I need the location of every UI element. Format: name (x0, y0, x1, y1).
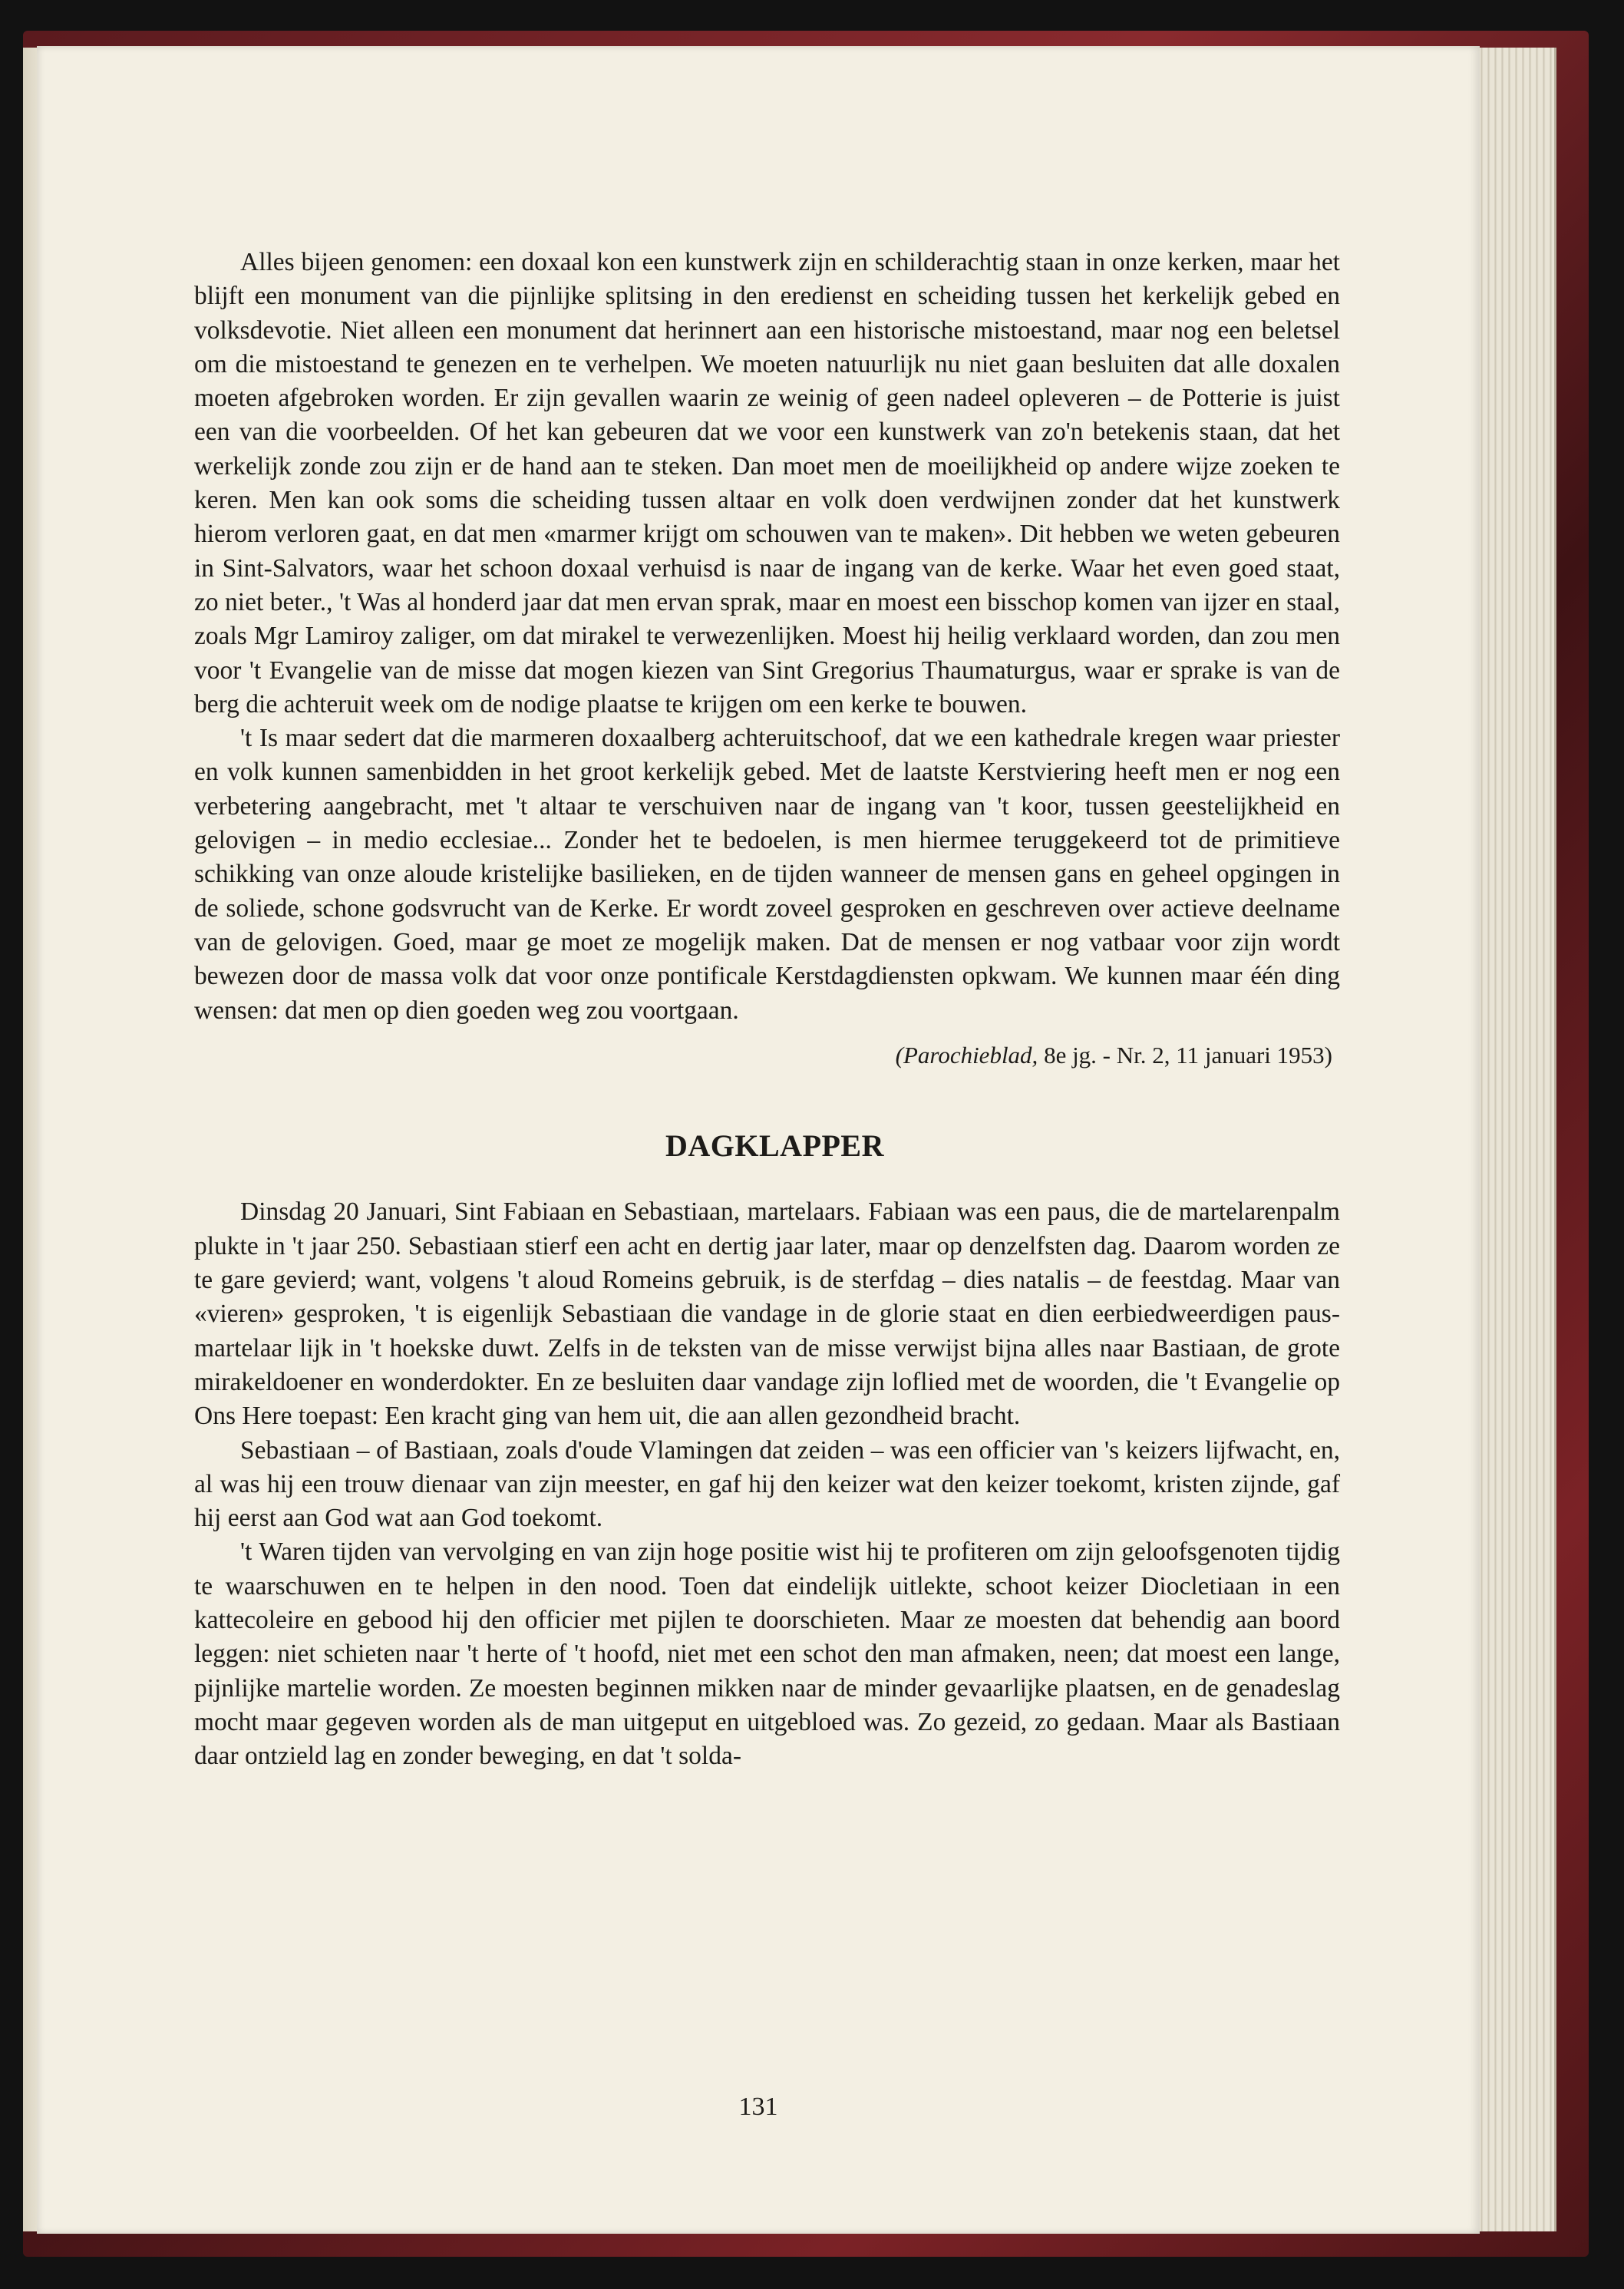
book-page (37, 46, 1480, 2234)
source-publication: (Parochieblad, (895, 1041, 1038, 1069)
article-paragraph: Dinsdag 20 Januari, Sint Fabiaan en Sebastiaan, martelaars. Fabiaan was een paus, die de martelarenpalm plukte in 't jaar 250. Sebastiaan stierf een acht en dertig jaar later, maar op denzelfsten dag. Daarom worden ze te gare gevierd; want, volgens 't aloud Romeins gebruik, is de sterfdag – dies natalis – de feestdag. Maar van «vieren» gesproken, 't is eigenlijk Sebastiaan die vandage in de glorie staat en dien eerbiedweerdigen paus-martelaar lijk in 't hoekske duwt. Zelfs in de teksten van de misse verwijst bijna alles naar Bastiaan, de grote mirakeldoener en wonderdokter. En ze besluiten daar vandage zijn loflied met de woorden, die 't Evangelie op Ons Here toepast: Een kracht ging van hem uit, die aan allen gezondheid bracht. (194, 1197, 1340, 1431)
article-paragraph: 't Waren tijden van vervolging en van zijn hoge positie wist hij te profiteren om zijn geloofsgenoten tijdig te waarschuwen en te helpen in den nood. Toen dat eindelijk uitlekte, schoot keizer Diocletiaan in een kattecoleire en gebood hij den officier met pijlen te doorschieten. Maar ze moesten dat behendig aan boord leggen: niet schieten naar 't herte of 't hoofd, niet met een schot den man afmaken, neen; dat moest een lange, pijnlijke martelie worden. Ze moesten beginnen mikken naar de minder gevaarlijke plaatsen, en de genadeslag mocht maar gegeven worden als de man uitgeput en uitgebloed was. Zo gezeid, zo gedaan. Maar als Bastiaan daar ontzield lag en zonder beweging, en dat 't solda- (194, 1538, 1340, 1771)
page-number: 131 (738, 2092, 778, 2121)
article-paragraph: 't Is maar sedert dat die marmeren doxaalberg achteruitschoof, dat we een kathedrale kregen waar priester en volk kunnen samenbidden in het groot kerkelijk gebed. Met de laatste Kerstviering heeft men er nog een verbetering aangebracht, met 't altaar te verschuiven naar de ingang van 't koor, tussen geestelijkheid en gelovigen – in medio ecclesiae... Zonder het te bedoelen, is men hiermee teruggekeerd tot de primitieve schikking van onze aloude kristelijke basilieken, en de tijden wanneer de mensen gans en geheel opgingen in de soliede, schone godsvrucht van de Kerke. Er wordt zoveel gesproken en geschreven over actieve deelname van de gelovigen. Goed, maar ge moet ze mogelijk maken. Dat de mensen er nog vatbaar voor zijn wordt bewezen door de massa volk dat voor onze pontificale Kerstdagdiensten opkwam. We kunnen maar één ding wensen: dat men op dien goeden weg zou voortgaan. (194, 724, 1340, 1025)
source-citation (194, 1039, 1340, 1072)
article-paragraph: Alles bijeen genomen: een doxaal kon een kunstwerk zijn en schilderachtig staan in onze kerken, maar het blijft een monument van die pijnlijke splitsing in den eredienst en scheiding tussen het kerkelijk gebed en volksdevotie. Niet alleen een monument dat herinnert aan een historische mistoestand, maar nog een beletsel om die mistoestand te genezen en te verhelpen. We moeten natuurlijk nu niet gaan besluiten dat alle doxalen moeten afgebroken worden. Er zijn gevallen waarin ze weinig of geen nadeel opleveren – de Potterie is juist een van die voorbeelden. Of het kan gebeuren dat we voor een kunstwerk van zo'n betekenis staan, dat het werkelijk zonde zou zijn er de hand aan te steken. Dan moet men de moeilijkheid op andere wijze zoeken te keren. Men kan ook soms die scheiding tussen altaar en volk doen verdwijnen zonder dat het kunstwerk hierom verloren gaat, en dat men «marmer krijgt om schouwen van te maken». Dit hebben we weten gebeuren in Sint-Salvators, waar het schoon doxaal verhuisd is naar de ingang van de kerke. Waar het even goed staat, zo niet beter., 't Was al honderd jaar dat men ervan sprak, maar en moest een bisschop komen van ijzer en staal, zoals Mgr Lamiroy zaliger, om dat mirakel te verwezenlijken. Moest hij heilig verklaard worden, dan zou men voor 't Evangelie van de misse dat mogen kiezen van Sint Gregorius Thaumaturgus, waar er sprake is van de berg die achteruit week om de nodige plaatse te krijgen om een kerke te bouwen. (194, 248, 1340, 718)
page-stack-edges (1470, 48, 1556, 2231)
section-heading: DAGKLAPPER (665, 1128, 884, 1164)
article-paragraph: Sebastiaan – of Bastiaan, zoals d'oude Vlamingen dat zeiden – was een officier van 's keizers lijfwacht, en, al was hij een trouw dienaar van zijn meester, en gaf hij den keizer wat den keizer toekomt, kristen zijnde, gaf hij eerst aan God wat aan God toekomt. (194, 1435, 1340, 1533)
page-text (194, 246, 1340, 1773)
source-details: 8e jg. - Nr. 2, 11 januari 1953) (1044, 1041, 1332, 1069)
